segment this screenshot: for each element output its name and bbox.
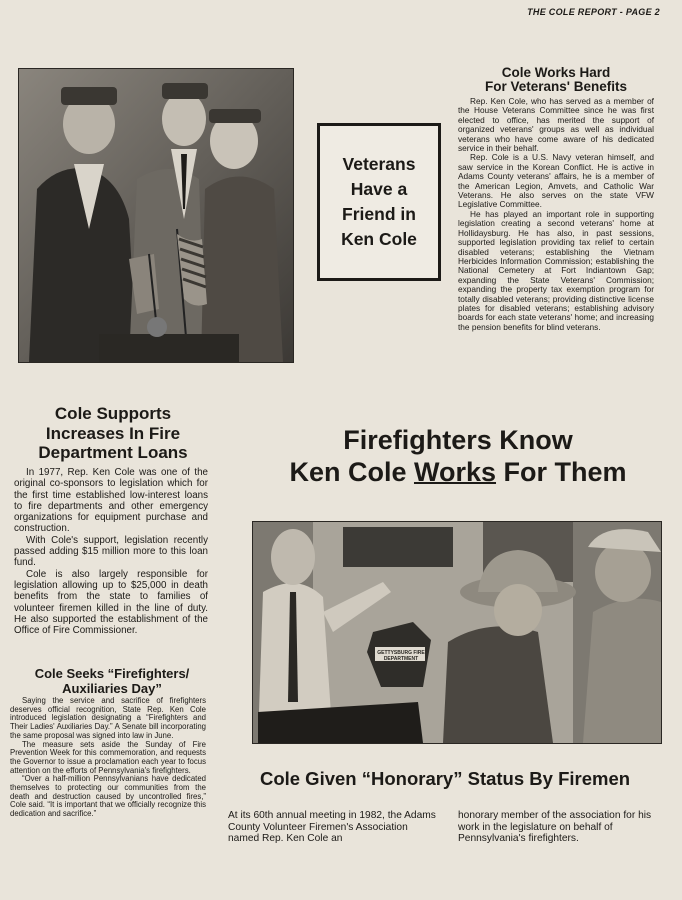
title-line: Cole Works Hard [501, 65, 611, 80]
paragraph: With Cole's support, legislation recently passed adding $15 million more to this loan fund. [14, 534, 208, 569]
paragraph: He has played an important role in supporting legislation creating a second veterans' home at Hollidaysburg. He has also, in past sessions, supported legislation providing tax relief to certain disabled veterans; establishing the Vietnam Herbicides Information Commission; establishing the National Cemetery at Fort Indiantown Gap; expanding the State Veterans' Commission; expanding the property tax exemption program for totally disabled veterans; providing distinctive license plates for disabled veterans; establishing advisory boards for each state veterans' home; and increasing the pension benefits for blind veterans. [458, 208, 654, 332]
title-line: Cole Seeks “Firefighters/ [34, 666, 190, 681]
firefighters-photo [252, 521, 662, 744]
title-line: Auxiliaries Day” [62, 681, 162, 696]
callout-text: Veterans Have a Friend in Ken Cole [341, 154, 417, 249]
veterans-article-title [456, 66, 656, 94]
running-head: THE COLE REPORT - PAGE 2 [527, 7, 660, 17]
truck-door-label: GETTYSBURG FIRE DEPARTMENT [377, 650, 425, 662]
veterans-article-body [458, 97, 654, 332]
title-line: Department Loans [38, 443, 188, 462]
loans-article-body [14, 467, 208, 636]
veterans-photo [18, 68, 294, 363]
veterans-callout-box [317, 123, 441, 281]
underlined-word: Works [413, 457, 497, 487]
main-headline [246, 424, 670, 488]
honorary-article-col-1: At its 60th annual meeting in 1982, the Adams County Volunteer Firemen's Association named Rep. Ken Cole an [228, 810, 436, 844]
paragraph: “Over a half-million Pennsylvanians have dedicated themselves to protecting our communities from the death and destruction caused by uncontrolled fires,” Cole said. “It is important that we officially recognize this dedication and sacrifice.” [10, 774, 206, 819]
title-line: For Veterans' Benefits [484, 79, 627, 95]
headline-line-1: Firefighters Know [343, 425, 573, 455]
honorary-article-title: Cole Given “Honorary” Status By Firemen [259, 768, 631, 789]
paragraph: Saying the service and sacrifice of firefighters deserves official recognition, State Rep. Ken Cole introduced legislation designating a “Firefighters and Their Ladies' Auxiliaries Day.” A Senate bill incorporating the same proposal was signed into law in June. [10, 696, 206, 740]
paragraph: Cole is also largely responsible for legislation allowing up to $25,000 in death benefits from the state to families of volunteer firemen killed in the line of duty. He also supported the establishment of the Office of Fire Commissioner. [14, 568, 208, 637]
paragraph: The measure sets aside the Sunday of Fire Prevention Week for this commemoration, and requests the Governor to issue a proclamation each year to focus attention on the efforts of Pennsylvania's firefighters. [10, 739, 206, 775]
paragraph: In 1977, Rep. Ken Cole was one of the original co-sponsors to legislation which for the first time established low-interest loans to fire departments and other emergency organizations for equipment purchase and construction. [14, 467, 208, 535]
paragraph: Rep. Ken Cole, who has served as a member of the House Veterans Committee since he was first elected to office, has merited the support of organized veterans' groups as well as individual veterans who have come aware of his dedicated service in their behalf. [458, 96, 654, 154]
honorary-article-col-2: honorary member of the association for his work in the legislature on behalf of Pennsylvania's firefighters. [458, 810, 652, 844]
title-line: Cole Supports [54, 404, 172, 423]
day-article-title [14, 666, 210, 696]
headline-line-2: Ken Cole Works For Them [289, 457, 627, 487]
paragraph: Rep. Cole is a U.S. Navy veteran himself, and saw service in the Korean Conflict. He is active in Adams County veterans' affairs, he is a member of the American Legion, Amvets, and Catholic War Veterans. He also serves on the state VFW Legislative Committee. [458, 152, 654, 210]
title-line: Increases In Fire [45, 423, 181, 443]
day-article-body [10, 697, 206, 819]
loans-article-title [18, 404, 208, 463]
